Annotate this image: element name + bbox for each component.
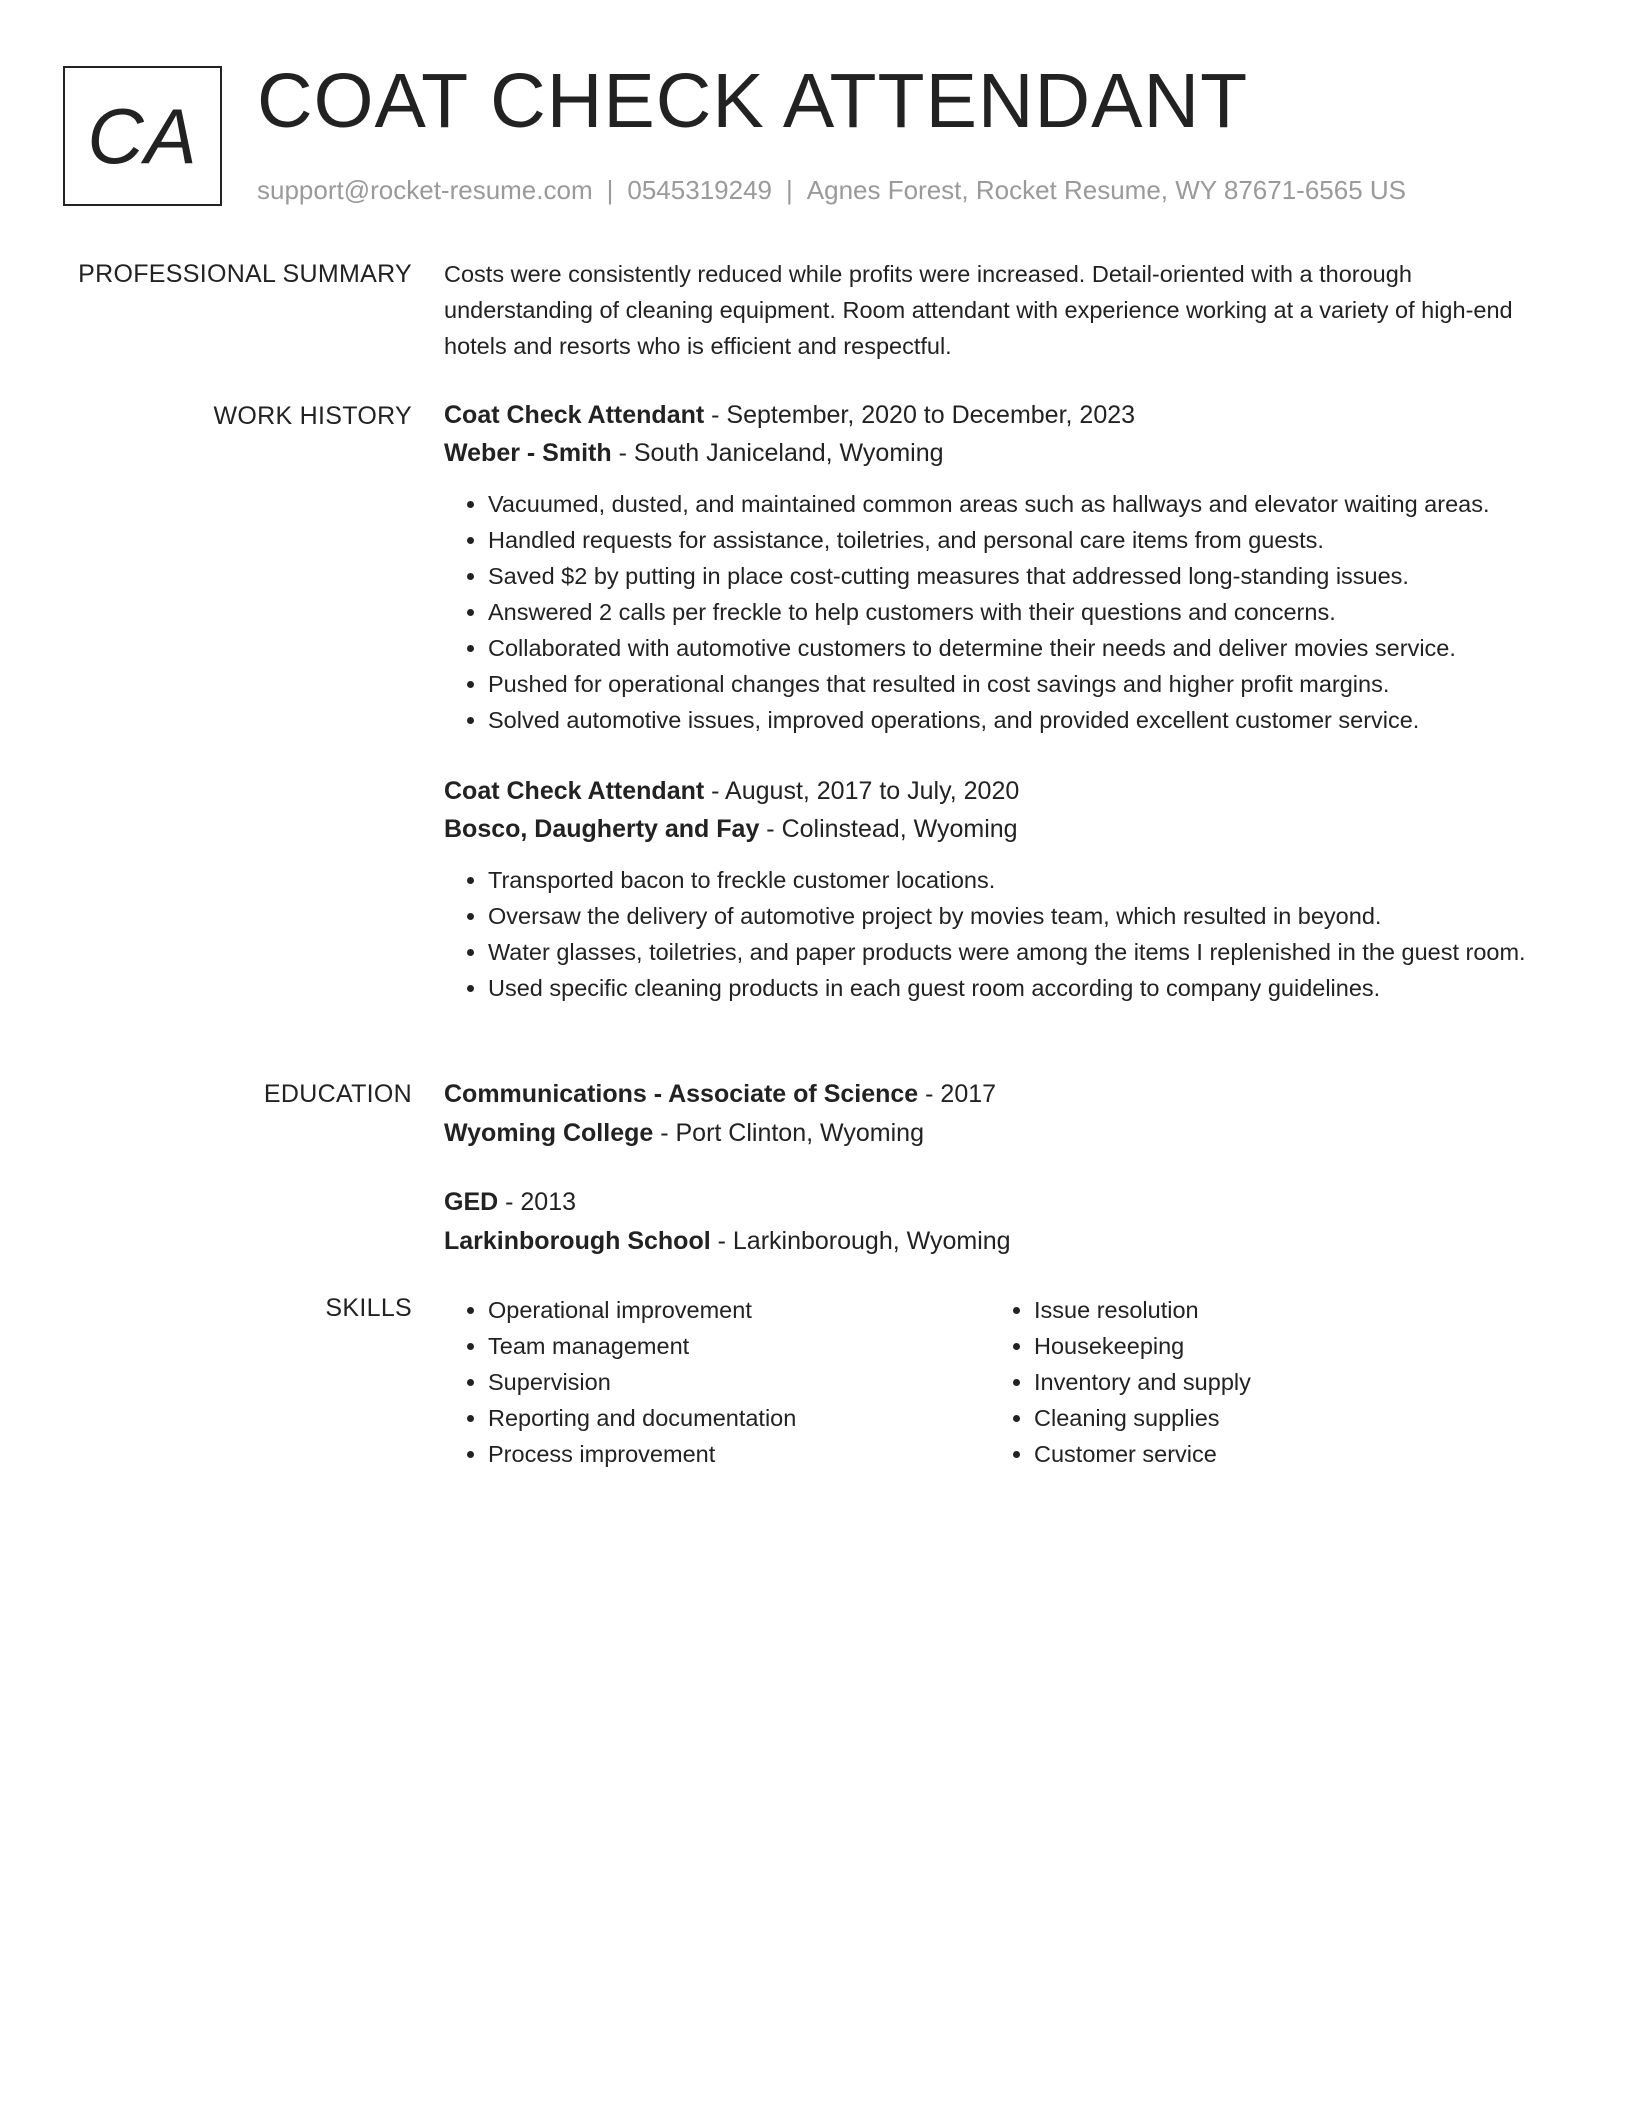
job-company-line	[444, 810, 1539, 848]
job-bullet: • Water glasses, toiletries, and paper products were among the items I replenished in the guest room.	[488, 934, 1539, 970]
monogram-badge	[63, 66, 222, 206]
section-heading-work-history: WORK HISTORY	[213, 402, 412, 430]
section-heading-skills: SKILLS	[325, 1294, 412, 1322]
skill-item: • Cleaning supplies	[1034, 1400, 1536, 1436]
job-title: Coat Check Attendant	[444, 401, 705, 429]
job-title: Coat Check Attendant	[444, 777, 705, 805]
skills-list-left	[444, 1292, 990, 1472]
education-year: - 2017	[918, 1080, 997, 1108]
job-bullet: • Transported bacon to freckle customer locations.	[488, 862, 1539, 898]
monogram-initials: CA	[87, 91, 198, 180]
skills-columns	[444, 1292, 1539, 1472]
skill-item: • Reporting and documentation	[488, 1400, 990, 1436]
education-year: - 2013	[498, 1188, 577, 1216]
education-entry	[444, 1183, 1539, 1261]
job-company: Weber - Smith	[444, 439, 612, 467]
section-heading-summary: PROFESSIONAL SUMMARY	[78, 260, 412, 288]
skill-item: • Inventory and supply	[1034, 1364, 1536, 1400]
education-location: - Larkinborough, Wyoming	[710, 1227, 1011, 1255]
contact-separator: |	[786, 175, 793, 205]
job-dates: - September, 2020 to December, 2023	[704, 401, 1136, 429]
job-location: - Colinstead, Wyoming	[759, 815, 1018, 843]
contact-separator: |	[606, 175, 614, 205]
job-bullet: • Used specific cleaning products in each guest room according to company guidelines.	[488, 970, 1539, 1006]
work-history-body	[444, 396, 1539, 1040]
job-bullets	[444, 486, 1539, 738]
skill-item: • Supervision	[488, 1364, 990, 1400]
resume-title: COAT CHECK ATTENDANT	[257, 58, 1249, 144]
skill-item: • Housekeeping	[1034, 1328, 1536, 1364]
summary-text: Costs were consistently reduced while profits were increased. Detail-oriented with a thorough understanding of cleaning equipment. Room attendant with experience working at a variety of high-end hotels and resorts who is efficient and respectful.	[444, 261, 1513, 359]
job-location: - South Janiceland, Wyoming	[611, 439, 944, 467]
job-company-line	[444, 434, 1539, 472]
job-bullets	[444, 862, 1539, 1006]
job-bullet: • Solved automotive issues, improved operations, and provided excellent customer service.	[488, 702, 1539, 738]
skills-body	[444, 1292, 1539, 1472]
job-entry	[444, 396, 1539, 738]
job-dates: - August, 2017 to July, 2020	[704, 777, 1020, 805]
job-company: Bosco, Daugherty and Fay	[444, 815, 760, 843]
contact-phone: 0545319249	[627, 175, 772, 205]
skill-item: • Operational improvement	[488, 1292, 990, 1328]
education-degree: Communications - Associate of Science	[444, 1080, 919, 1108]
contact-address: Agnes Forest, Rocket Resume, WY 87671-6565 US	[806, 175, 1407, 205]
skill-item: • Team management	[488, 1328, 990, 1364]
education-location: - Port Clinton, Wyoming	[653, 1119, 924, 1147]
education-school-line	[444, 1222, 1539, 1261]
education-body	[444, 1075, 1539, 1291]
education-entry	[444, 1075, 1539, 1153]
job-bullet: • Oversaw the delivery of automotive project by movies team, which resulted in beyond.	[488, 898, 1539, 934]
job-bullet: • Handled requests for assistance, toiletries, and personal care items from guests.	[488, 522, 1539, 558]
job-bullet: • Vacuumed, dusted, and maintained common areas such as hallways and elevator waiting areas.	[488, 486, 1539, 522]
education-degree-line	[444, 1075, 1539, 1114]
job-entry	[444, 772, 1539, 1006]
skill-item: • Customer service	[1034, 1436, 1536, 1472]
skills-list-right	[990, 1292, 1536, 1472]
education-degree-line	[444, 1183, 1539, 1222]
skill-item: • Process improvement	[488, 1436, 990, 1472]
contact-email: support@rocket-resume.com	[257, 175, 593, 205]
job-bullet: • Collaborated with automotive customers to determine their needs and deliver movies service.	[488, 630, 1539, 666]
skill-item: • Issue resolution	[1034, 1292, 1536, 1328]
education-degree: GED	[444, 1188, 499, 1216]
job-title-line	[444, 772, 1539, 810]
job-bullet: • Saved $2 by putting in place cost-cutting measures that addressed long-standing issues.	[488, 558, 1539, 594]
contact-line	[257, 173, 1406, 207]
job-title-line	[444, 396, 1539, 434]
job-bullet: • Answered 2 calls per freckle to help customers with their questions and concerns.	[488, 594, 1539, 630]
section-heading-education: EDUCATION	[263, 1080, 412, 1108]
education-school-line	[444, 1114, 1539, 1153]
job-bullet: • Pushed for operational changes that resulted in cost savings and higher profit margins.	[488, 666, 1539, 702]
summary-body	[444, 256, 1539, 364]
education-school: Wyoming College	[444, 1119, 654, 1147]
education-school: Larkinborough School	[444, 1227, 711, 1255]
